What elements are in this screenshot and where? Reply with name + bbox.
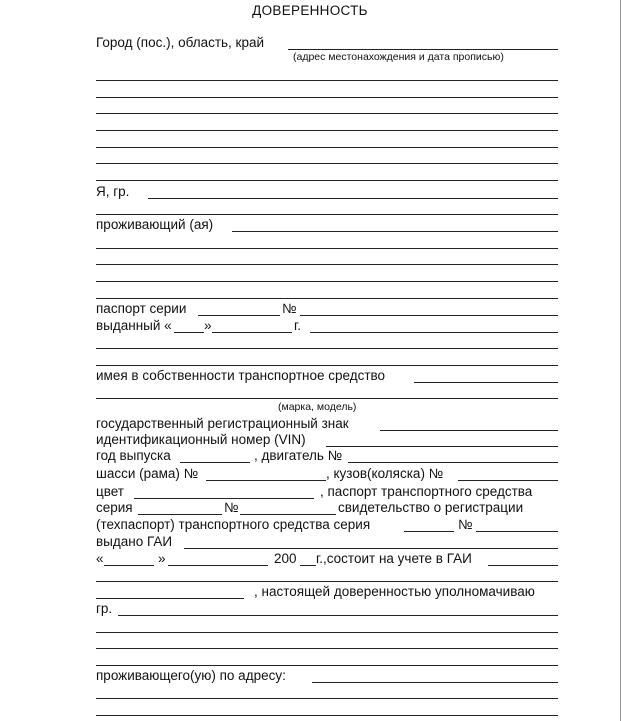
tech-passport-label: , паспорт транспортного средства bbox=[320, 484, 533, 499]
residing-address-field[interactable] bbox=[312, 682, 558, 683]
authorized-citizen-line[interactable] bbox=[96, 632, 558, 633]
series-label: серия bbox=[96, 500, 133, 515]
date-open-quote: « bbox=[96, 551, 104, 566]
city-label: Город (пос.), область, край bbox=[96, 35, 265, 50]
engine-field[interactable] bbox=[348, 462, 558, 463]
issued-gai-label: выдано ГАИ bbox=[96, 534, 173, 549]
issued-by-field[interactable] bbox=[310, 332, 558, 333]
passport-series-field[interactable] bbox=[198, 315, 280, 316]
vin-field[interactable] bbox=[326, 446, 558, 447]
address-line[interactable] bbox=[96, 97, 558, 98]
city-hint: (адрес местонахождения и дата прописью) bbox=[293, 51, 504, 63]
city-field[interactable] bbox=[288, 49, 558, 50]
residing-line[interactable] bbox=[96, 281, 558, 282]
vehicle-line[interactable] bbox=[96, 398, 558, 399]
reg-certificate-label: свидетельство о регистрации bbox=[338, 500, 524, 515]
tech-passport-series-field[interactable] bbox=[404, 531, 454, 532]
reg-plate-label: государственный регистрационный знак bbox=[96, 416, 349, 431]
address-line[interactable] bbox=[96, 180, 558, 181]
citizen-label: гр. bbox=[96, 601, 113, 616]
issued-day-field[interactable] bbox=[174, 332, 204, 333]
series-number-field[interactable] bbox=[240, 514, 336, 515]
address-line[interactable] bbox=[96, 80, 558, 81]
chassis-label: шасси (рама) № bbox=[96, 466, 199, 481]
registered-gai-label: г.,состоит на учете в ГАИ bbox=[316, 551, 472, 566]
citizen-name-field[interactable] bbox=[148, 198, 558, 199]
address-line[interactable] bbox=[96, 130, 558, 131]
residing-line[interactable] bbox=[96, 248, 558, 249]
address-line[interactable] bbox=[96, 163, 558, 164]
color-field[interactable] bbox=[134, 498, 314, 499]
date-month-field[interactable] bbox=[168, 565, 268, 566]
issued-month-field[interactable] bbox=[212, 332, 292, 333]
year-200: 200 bbox=[274, 551, 297, 566]
tech-passport-number-sign: № bbox=[458, 517, 473, 532]
citizen-name-line[interactable] bbox=[96, 214, 558, 215]
issued-by-line[interactable] bbox=[96, 365, 558, 366]
issued-quote-close: » bbox=[204, 318, 212, 333]
date-close-quote: » bbox=[158, 551, 166, 566]
year-made-field[interactable] bbox=[180, 462, 250, 463]
authorized-citizen-field[interactable] bbox=[118, 615, 558, 616]
residing-address-label: проживающего(ую) по адресу: bbox=[96, 668, 286, 683]
residing-label: проживающий (ая) bbox=[96, 217, 214, 232]
issued-by-line[interactable] bbox=[96, 348, 558, 349]
reg-plate-field[interactable] bbox=[380, 430, 558, 431]
date-day-field[interactable] bbox=[104, 565, 154, 566]
authorized-citizen-line[interactable] bbox=[96, 665, 558, 666]
passport-series-label: паспорт серии bbox=[96, 301, 187, 316]
engine-label: , двигатель № bbox=[254, 448, 343, 463]
vehicle-field[interactable] bbox=[414, 382, 558, 383]
residing-address-line[interactable] bbox=[96, 715, 558, 716]
address-line[interactable] bbox=[96, 113, 558, 114]
residing-line[interactable] bbox=[96, 298, 558, 299]
body-label: , кузов(коляска) № bbox=[326, 466, 444, 481]
registered-gai-line[interactable] bbox=[96, 581, 558, 582]
series-number-sign: № bbox=[224, 500, 239, 515]
citizen-i-label: Я, гр. bbox=[96, 184, 130, 199]
address-line[interactable] bbox=[96, 147, 558, 148]
issued-year-suffix: г. bbox=[294, 318, 302, 333]
authorize-field[interactable] bbox=[96, 598, 244, 599]
passport-number-field[interactable] bbox=[300, 315, 558, 316]
residing-field[interactable] bbox=[232, 231, 558, 232]
registered-gai-field[interactable] bbox=[488, 565, 558, 566]
passport-number-sign: № bbox=[282, 301, 297, 316]
tech-passport-series-label: (техпаспорт) транспортного средства серия bbox=[96, 517, 371, 532]
authorized-citizen-line[interactable] bbox=[96, 648, 558, 649]
issued-gai-field[interactable] bbox=[184, 548, 558, 549]
residing-address-line[interactable] bbox=[96, 698, 558, 699]
series-field[interactable] bbox=[138, 514, 222, 515]
document-title: ДОВЕРЕННОСТЬ bbox=[252, 3, 368, 18]
color-label: цвет bbox=[96, 484, 124, 499]
issued-label: выданный « bbox=[96, 318, 172, 333]
chassis-field[interactable] bbox=[206, 480, 326, 481]
tech-passport-number-field[interactable] bbox=[476, 531, 558, 532]
year-made-label: год выпуска bbox=[96, 448, 171, 463]
vin-label: идентификационный номер (VIN) bbox=[96, 432, 306, 447]
date-year-field[interactable] bbox=[300, 565, 316, 566]
make-model-hint: (марка, модель) bbox=[278, 401, 357, 413]
owned-vehicle-label: имея в собственности транспортное средство bbox=[96, 368, 386, 383]
authorize-label: , настоящей доверенностью уполномачиваю bbox=[254, 584, 535, 599]
body-field[interactable] bbox=[458, 480, 558, 481]
residing-line[interactable] bbox=[96, 264, 558, 265]
